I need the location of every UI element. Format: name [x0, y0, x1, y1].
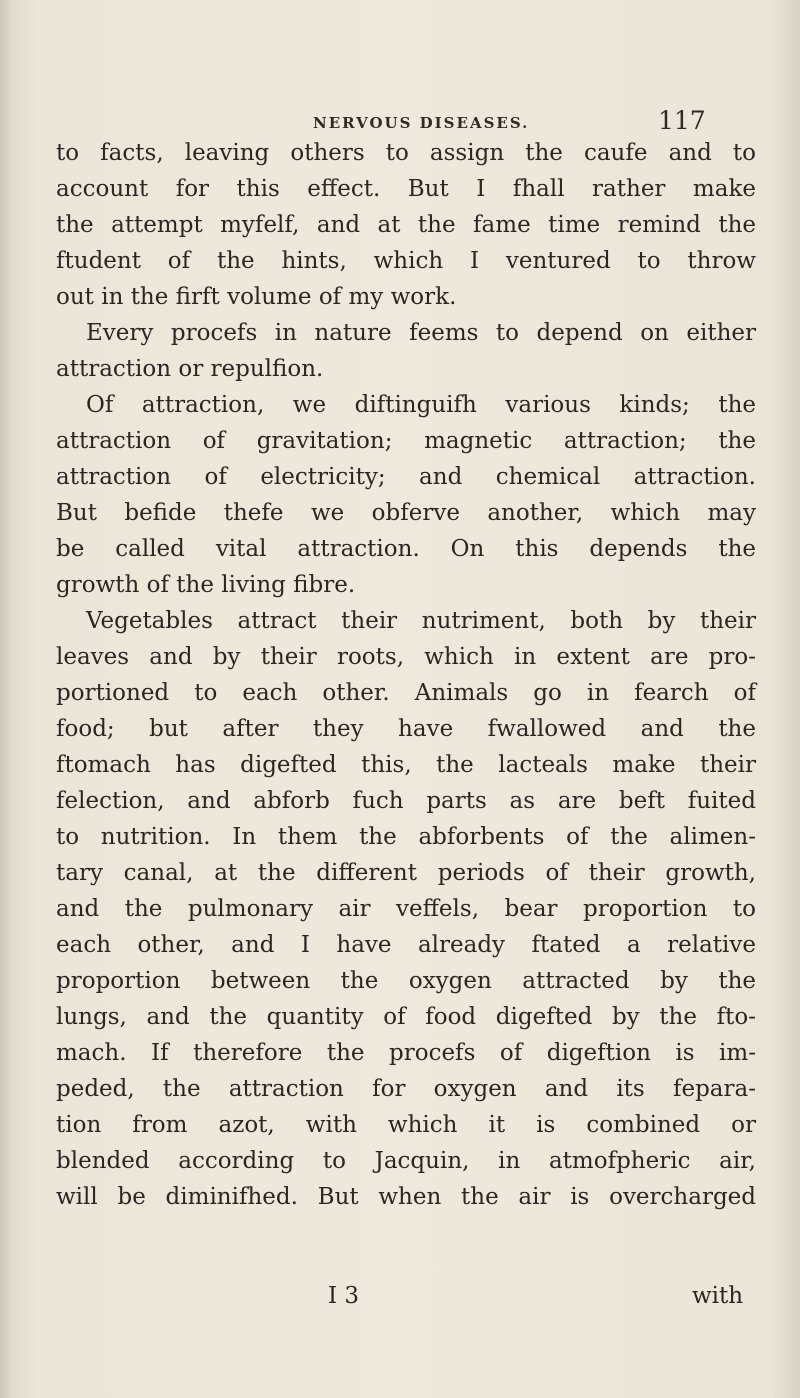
text-line: each other, and I have already ftated a relative — [56, 932, 756, 958]
body-text — [56, 135, 756, 1215]
text-line: attraction or repulfion. — [56, 356, 324, 382]
text-line: ftudent of the hints, which I ventured to throw — [56, 248, 756, 274]
text-line: Of attraction, we diftinguifh various kinds; the — [86, 392, 756, 418]
text-line: ftomach has digefted this, the lacteals make their — [56, 752, 756, 778]
text-line: peded, the attraction for oxygen and its fepara- — [56, 1076, 756, 1102]
catchword: with — [692, 1283, 744, 1309]
text-line: proportion between the oxygen attracted by the — [56, 968, 756, 994]
text-line: tion from azot, with which it is combined or — [56, 1112, 756, 1138]
text-line: lungs, and the quantity of food digefted by the fto- — [56, 1004, 756, 1030]
text-line: and the pulmonary air veffels, bear proportion to — [56, 896, 756, 922]
text-line: leaves and by their roots, which in extent are pro- — [56, 644, 756, 670]
text-line: mach. If therefore the procefs of digeftion is im- — [56, 1040, 756, 1066]
text-line: felection, and abforb fuch parts as are beft fuited — [56, 788, 756, 814]
text-line: to facts, leaving others to assign the caufe and to — [56, 140, 756, 166]
text-line: the attempt myfelf, and at the fame time remind the — [56, 212, 756, 238]
text-line: But befide thefe we obferve another, which may — [56, 500, 756, 526]
page-header — [0, 86, 800, 135]
text-line: blended according to Jacquin, in atmofpheric air, — [56, 1148, 756, 1174]
text-line: portioned to each other. Animals go in fearch of — [56, 680, 756, 706]
text-line: tary canal, at the different periods of their growth, — [56, 860, 756, 886]
text-line: be called vital attraction. On this depends the — [56, 536, 756, 562]
text-line: out in the firft volume of my work. — [56, 284, 457, 310]
text-line: to nutrition. In them the abforbents of the alimen- — [56, 824, 756, 850]
text-line: growth of the living fibre. — [56, 572, 356, 598]
running-head: NERVOUS DISEASES. — [313, 114, 530, 132]
page-number: 117 — [658, 106, 706, 135]
text-line: food; but after they have fwallowed and the — [56, 716, 756, 742]
text-line: will be diminifhed. But when the air is overcharged — [56, 1184, 756, 1210]
text-line: Every procefs in nature feems to depend on either — [86, 320, 756, 346]
text-line: account for this effect. But I fhall rather make — [56, 176, 756, 202]
text-line: attraction of electricity; and chemical attraction. — [56, 464, 756, 490]
text-line: attraction of gravitation; magnetic attraction; the — [56, 428, 756, 454]
text-line: Vegetables attract their nutriment, both by their — [86, 608, 756, 634]
signature-mark: I 3 — [328, 1283, 360, 1309]
page-footer — [0, 1278, 800, 1314]
